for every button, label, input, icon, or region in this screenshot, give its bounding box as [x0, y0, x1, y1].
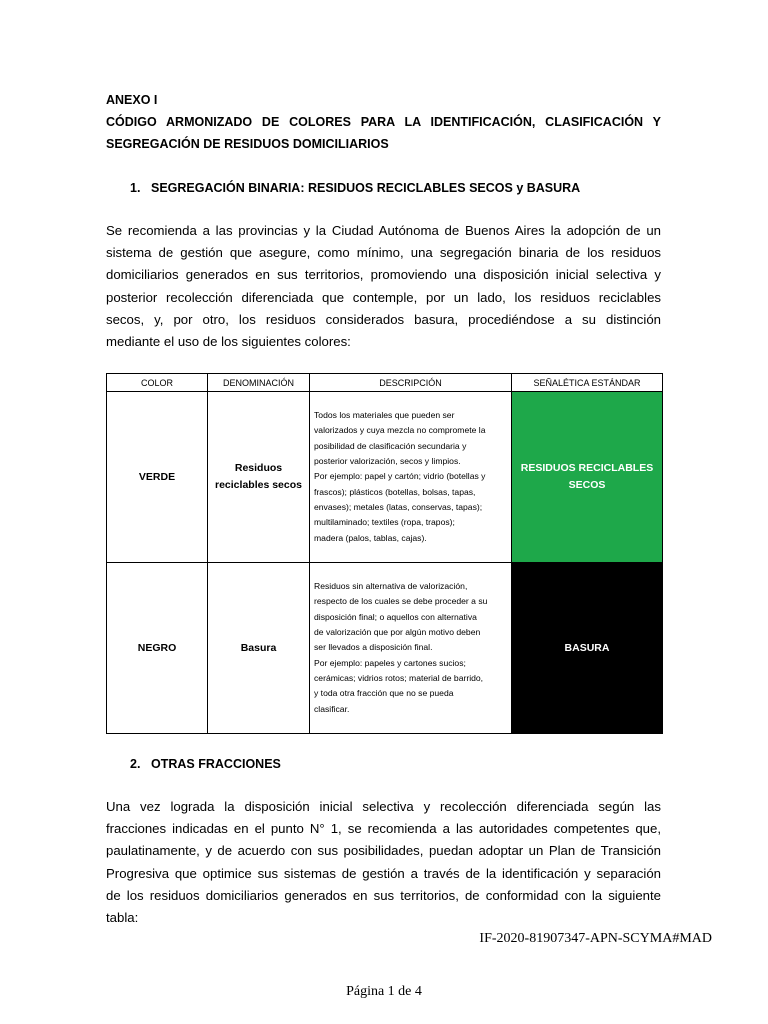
paragraph-line: Se recomienda a las provincias y la Ciudad Autónoma de Buenos Aires la adopción de un [106, 223, 661, 238]
paragraph-line: secos, y, por otro, los residuos considerados basura, procediéndose a su distinción [106, 311, 661, 327]
document-id: IF-2020-81907347-APN-SCYMA#MAD [479, 931, 712, 946]
table-row-negro [107, 563, 663, 734]
section-2-number: 2. [130, 757, 141, 771]
paragraph-line: Progresiva que optimice sus sistemas de gestión a través de la identificación y separación [106, 865, 661, 881]
table-row-verde [107, 392, 663, 563]
section-1-title: SEGREGACIÓN BINARIA: RESIDUOS RECICLABLES SECOS y BASURA [151, 181, 581, 195]
section-1-heading [130, 181, 580, 195]
paragraph-line: mediante el uso de los siguientes colores: [106, 334, 351, 350]
description-line: respecto de los cuales se debe proceder a su [314, 596, 488, 607]
page-number: Página 1 de 4 [346, 984, 422, 999]
section-2-heading [130, 757, 281, 771]
signage-line: RESIDUOS RECICLABLES [520, 462, 654, 474]
description-line: frascos); plásticos (botellas, bolsas, tapas, [314, 486, 476, 497]
row-denomination [208, 563, 310, 734]
header-denomination: DENOMINACIÓN [208, 374, 310, 392]
description-line: y toda otra fracción que no se pueda [314, 688, 454, 699]
row-description [310, 563, 512, 734]
signage-line: SECOS [568, 479, 606, 491]
paragraph-line: fracciones indicadas en el punto N° 1, se recomienda a las autoridades competentes que, [106, 821, 661, 837]
description-line: Por ejemplo: papel y cartón; vidrio (botellas y [314, 471, 486, 482]
annex-title-line-1: CÓDIGO ARMONIZADO DE COLORES PARA LA IDENTIFICACIÓN, CLASIFICACIÓN Y [106, 115, 661, 129]
color-code-table [106, 373, 663, 734]
paragraph-line: tabla: [106, 910, 139, 926]
description-line: cerámicas; vidrios rotos; material de barrido, [314, 672, 484, 683]
description-line: madera (palos, tablas, cajas). [314, 532, 427, 543]
section-1-paragraph [106, 220, 661, 353]
annex-label: ANEXO I [106, 93, 158, 107]
row-color-name: VERDE [107, 392, 208, 563]
header-signage: SEÑALÉTICA ESTÁNDAR [512, 374, 663, 392]
description-line: valorizados y cuya mezcla no compromete la [314, 425, 486, 436]
paragraph-line: posterior recolección diferenciada que contemple, por un lado, los residuos reciclables [106, 289, 661, 305]
paragraph-line: de los residuos domiciliarios generados en sus territorios, de conformidad con la siguiente [106, 887, 661, 903]
denomination-line: Basura [240, 641, 277, 654]
denomination-line: Residuos [234, 462, 283, 474]
annex-title-line-2: SEGREGACIÓN DE RESIDUOS DOMICILIARIOS [106, 137, 389, 151]
description-line: posibilidad de clasificación secundaria y [314, 440, 467, 451]
description-line: ser llevados a disposición final. [314, 642, 433, 653]
section-2-title: OTRAS FRACCIONES [151, 757, 281, 771]
description-line: envases); metales (latas, conservas, tapas); [314, 501, 483, 512]
section-2-paragraph [106, 796, 661, 929]
header-color: COLOR [107, 374, 208, 392]
description-line: Por ejemplo: papeles y cartones sucios; [314, 657, 466, 668]
row-color-name: NEGRO [107, 563, 208, 734]
description-line: Todos los materiales que pueden ser [314, 410, 455, 421]
signage-green [512, 392, 663, 563]
paragraph-line: domiciliarios generados en sus territorios, promoviendo una disposición inicial selectiva y [106, 267, 661, 283]
paragraph-line: paulatinamente, y de acuerdo con sus posibilidades, puedan adoptar un Plan de Transición [106, 843, 661, 859]
denomination-line: reciclables secos [215, 479, 302, 491]
signage-line: BASURA [564, 641, 610, 654]
paragraph-line: sistema de gestión que asegure, como mínimo, una segregación binaria de los residuos [106, 245, 661, 261]
section-1-number: 1. [130, 181, 141, 195]
row-description [310, 392, 512, 563]
description-line: multilaminado; textiles (ropa, trapos); [314, 517, 455, 528]
description-line: de valorización que por algún motivo deben [314, 627, 481, 638]
row-denomination [208, 392, 310, 563]
description-line: disposición final; o aquellos con alternativa [314, 611, 477, 622]
description-line: posterior valorización, secos y limpios. [314, 456, 461, 467]
description-line: Residuos sin alternativa de valorización, [314, 581, 468, 592]
description-line: clasificar. [314, 703, 350, 714]
signage-black [512, 563, 663, 734]
annex-header [106, 89, 661, 155]
paragraph-line: Una vez lograda la disposición inicial selectiva y recolección diferenciada según las [106, 799, 661, 814]
header-description: DESCRIPCIÓN [310, 374, 512, 392]
table-header-row [107, 374, 663, 392]
